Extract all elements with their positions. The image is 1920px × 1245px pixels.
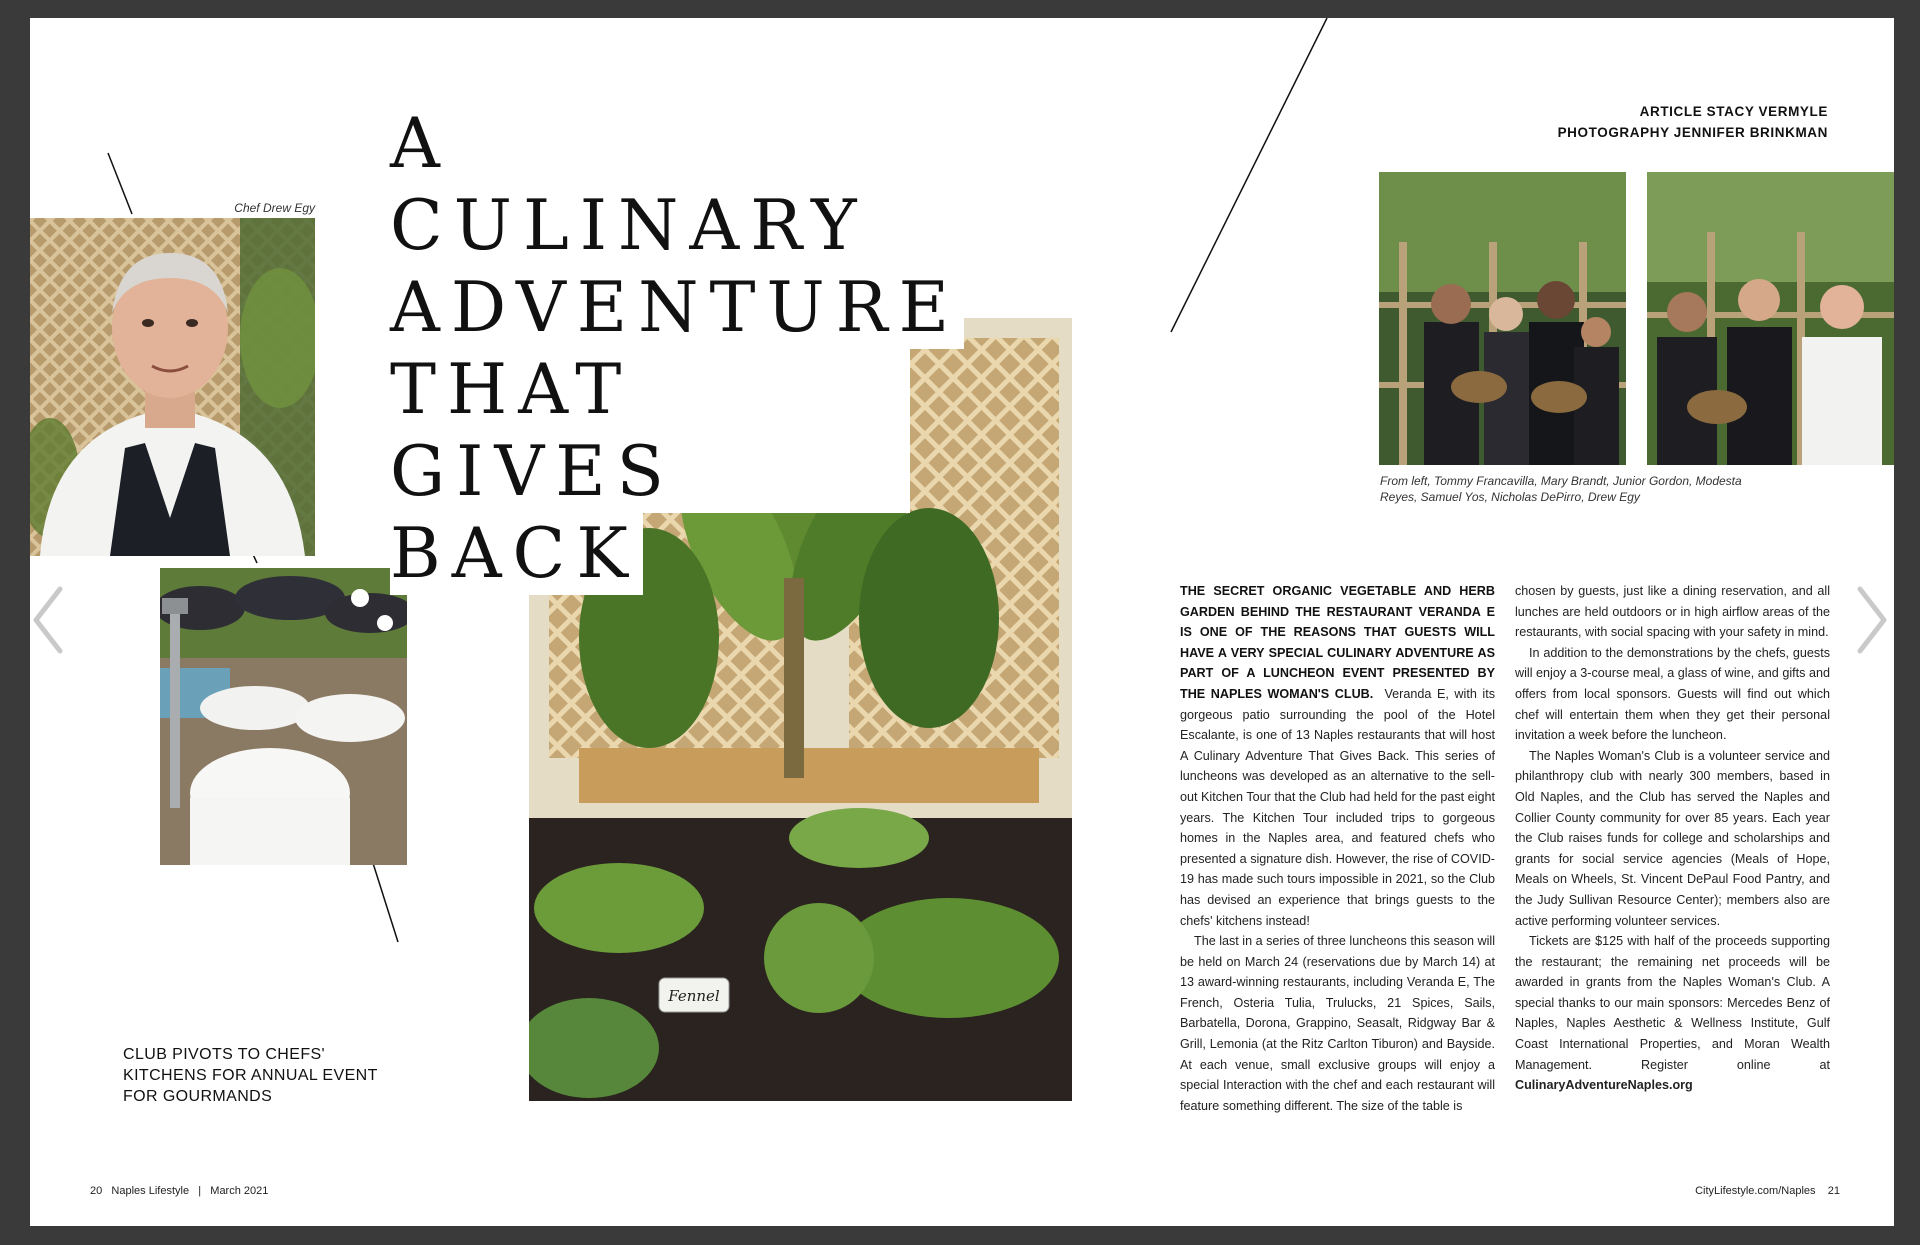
group-photo-left: [1379, 172, 1626, 465]
lead-in: THE SECRET ORGANIC VEGETABLE AND HERB GARDEN BEHIND THE RESTAURANT VERANDA E IS ONE OF THE REASONS THAT GUESTS WILL HAVE A VERY SPECIAL CULINARY ADVENTURE AS PART OF A LUNCHEON EVENT PRESENTED BY THE NAPLES WOMAN'S CLUB.: [1180, 584, 1495, 701]
prev-page-button[interactable]: [30, 585, 66, 655]
title-line-1: A CULINARY: [390, 103, 910, 267]
paragraph-4: In addition to the demonstrations by the chefs, guests will enjoy a 3-course meal, a glass of wine, and gifts and offers from local sponsors. Guests will find out which chef will entertain them when they get their personal invitation a week before the luncheon.: [1515, 645, 1830, 743]
left-page-number: 20: [90, 1185, 103, 1197]
footer-url: CityLifestyle.com/Naples: [1695, 1185, 1816, 1197]
title-line-3: THAT GIVES: [390, 349, 910, 513]
patio-dining-photo: [160, 568, 407, 865]
body-column-1: [1180, 581, 1495, 1116]
title-line-2: ADVENTURE: [390, 267, 964, 349]
next-page-button[interactable]: [1854, 585, 1890, 655]
photography-credit: PHOTOGRAPHY JENNIFER BRINKMAN: [1557, 125, 1828, 140]
issue-date: March 2021: [210, 1185, 269, 1197]
footer-separator: |: [198, 1185, 202, 1197]
paragraph-1: [1180, 581, 1495, 931]
publication-name: Naples Lifestyle: [111, 1185, 190, 1197]
chevron-left-icon: [30, 585, 66, 655]
fennel-sign-text: Fennel: [668, 987, 720, 1005]
article-subhead: CLUB PIVOTS TO CHEFS' KITCHENS FOR ANNUAL EVENT FOR GOURMANDS: [123, 1046, 378, 1105]
chef-portrait-photo: [30, 218, 315, 556]
paragraph-3: chosen by guests, just like a dining reservation, and all lunches are held outdoors or in high airflow areas of the restaurants, with social spacing with your safety in mind.: [1515, 584, 1830, 640]
article-credit: ARTICLE STACY VERMYLE: [1639, 104, 1828, 119]
right-page-number: 21: [1827, 1185, 1840, 1197]
paragraph-5: The Naples Woman's Club is a volunteer service and philanthropy club with nearly 300 members, based in Old Naples, and the Club has served the Naples and Collier County community for over 85 years. Each year the Club raises funds for college and scholarships and grants for social service agencies (Meals of Hope, Meals on Wheels, St. Vincent DePaul Food Pantry, and the Judy Sullivan Resource Center); members also are active performing volunteer services.: [1515, 748, 1830, 928]
chevron-right-icon: [1854, 585, 1890, 655]
footer-left: [90, 1185, 268, 1197]
register-link[interactable]: CulinaryAdventureNaples.org: [1515, 1078, 1693, 1093]
magazine-spread: [30, 18, 1894, 1226]
paragraph-1-text: Veranda E, with its gorgeous patio surrounding the pool of the Hotel Escalante, is one of 13 Naples restaurants that will host A Culinary Adventure That Gives Back. This series of luncheons was developed as an alternative to the sell-out Kitchen Tour that the Club had held for the past eight years. The Kitchen Tour included trips to gorgeous homes in the Naples area, and featured chefs who presented a signature dish. However, the rise of COVID-19 has made such tours impossible in 2021, so the Club has devised an experience that brings guests to the chefs' kitchens instead!: [1180, 686, 1495, 928]
group-photo-caption: From left, Tommy Francavilla, Mary Brandt, Junior Gordon, Modesta Reyes, Samuel Yos, Nicholas DePirro, Drew Egy: [1380, 474, 1742, 504]
paragraph-2: The last in a series of three luncheons this season will be held on March 24 (reservations due by March 14) at 13 award-winning restaurants, including Veranda E, The French, Osteria Tulia, Trulucks, 21 Spices, Sails, Barbatella, Dorona, Grappino, Seasalt, Ridgway Bar & Grill, Lemonia (at the Ritz Carlton Tiburon) and Bayside. At each venue, small exclusive groups will enjoy a special Interaction with the chef and each restaurant will feature something different. The size of the table is: [1180, 934, 1496, 1113]
group-photo-right: [1647, 172, 1894, 465]
body-column-2: [1515, 581, 1830, 1096]
paragraph-6: [1515, 931, 1830, 1096]
chef-portrait-caption: Chef Drew Egy: [234, 201, 315, 215]
footer-right: [1695, 1185, 1840, 1197]
title-line-4: BACK: [390, 513, 643, 595]
paragraph-6-text: Tickets are $125 with half of the proceeds supporting the restaurant; the remaining net proceeds will be awarded in grants from the Naples Woman's Club. A special thanks to our main sponsors: Mercedes Benz of Naples, Naples Aesthetic & Wellness Institute, Gulf Coast International Properties, and Moran Wealth Management. Register online at: [1515, 934, 1830, 1072]
article-title: [390, 103, 961, 595]
article-credits: [1558, 101, 1828, 143]
